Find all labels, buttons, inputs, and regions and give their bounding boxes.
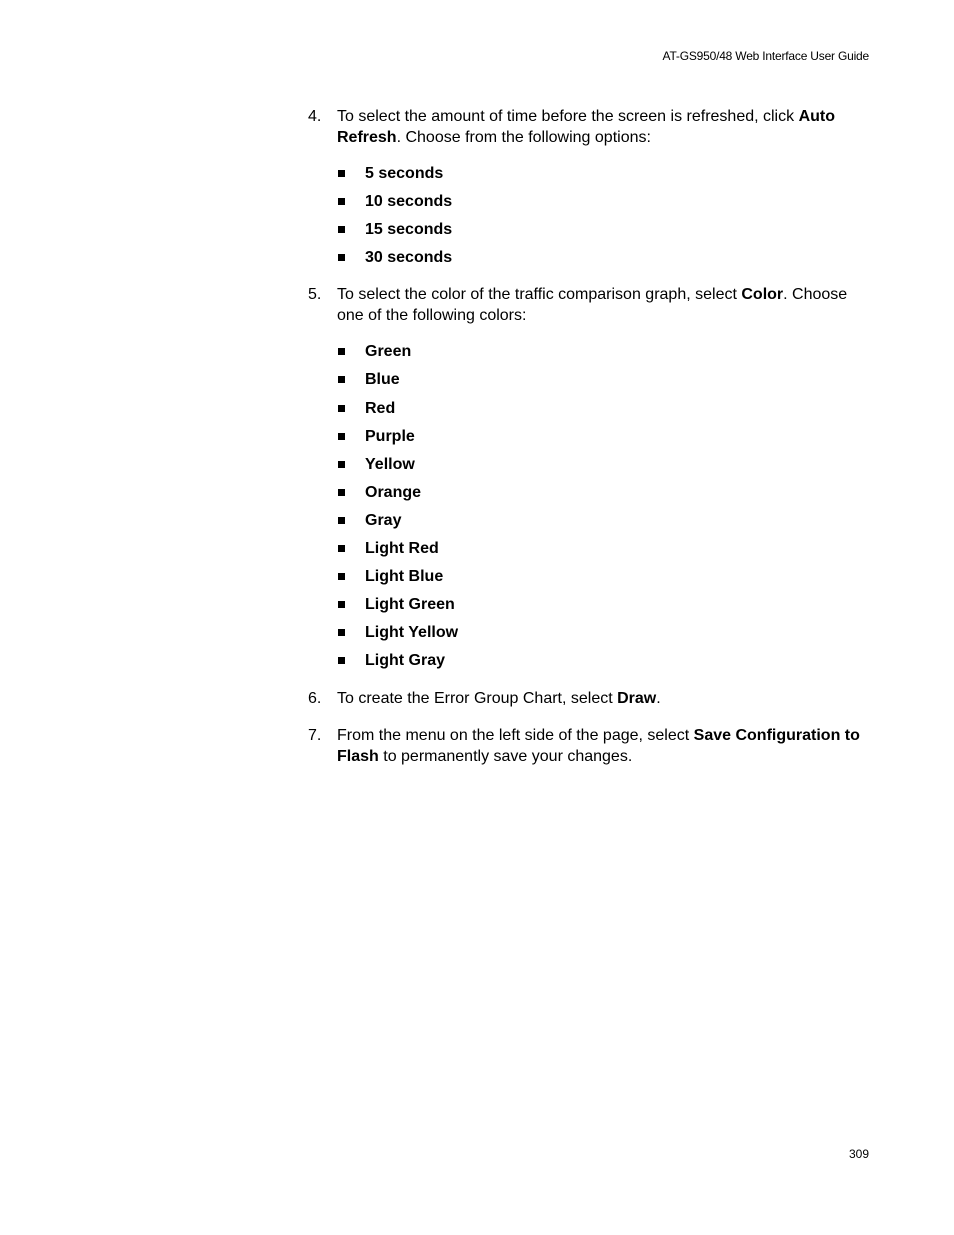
step-text: To select the color of the traffic comparison graph, select Color. Choose one of the following colors: xyxy=(337,286,848,324)
list-item: 30 seconds xyxy=(337,248,874,276)
list-item: Red xyxy=(337,399,874,427)
step-number: 4. xyxy=(308,108,322,125)
bullet-square-icon xyxy=(338,348,345,355)
bullet-square-icon xyxy=(338,198,345,205)
bullet-square-icon xyxy=(338,254,345,261)
bullet-square-icon xyxy=(338,226,345,233)
bullet-square-icon xyxy=(338,489,345,496)
list-item: Gray xyxy=(337,511,874,539)
list-item: Green xyxy=(337,342,874,370)
list-item: 5 seconds xyxy=(337,164,874,192)
bullet-square-icon xyxy=(338,461,345,468)
color-options-list xyxy=(337,342,874,679)
list-item: 10 seconds xyxy=(337,192,874,220)
bullet-square-icon xyxy=(338,601,345,608)
running-header: AT-GS950/48 Web Interface User Guide xyxy=(662,49,869,63)
ui-term: Save Configuration to Flash xyxy=(337,727,860,765)
list-item: 15 seconds xyxy=(337,220,874,248)
step-7 xyxy=(308,726,874,767)
step-number: 7. xyxy=(308,727,322,744)
list-item: Light Blue xyxy=(337,567,874,595)
refresh-options-list xyxy=(337,164,874,276)
list-item: Light Gray xyxy=(337,651,874,679)
ui-term: Auto Refresh xyxy=(337,108,835,146)
bullet-square-icon xyxy=(338,629,345,636)
page-number: 309 xyxy=(848,1147,869,1161)
main-content xyxy=(308,107,874,767)
bullet-square-icon xyxy=(338,657,345,664)
bullet-square-icon xyxy=(338,170,345,177)
step-4 xyxy=(308,107,874,148)
bullet-square-icon xyxy=(338,405,345,412)
bullet-square-icon xyxy=(338,433,345,440)
step-text: To select the amount of time before the screen is refreshed, click Auto Refresh. Choose from the following options: xyxy=(337,108,835,146)
list-item: Light Yellow xyxy=(337,623,874,651)
step-number: 6. xyxy=(308,689,322,707)
list-item: Yellow xyxy=(337,455,874,483)
bullet-square-icon xyxy=(338,517,345,524)
list-item: Purple xyxy=(337,427,874,455)
step-text: To create the Error Group Chart, select Draw. xyxy=(337,689,661,707)
step-number: 5. xyxy=(308,286,322,304)
step-5 xyxy=(308,285,874,326)
list-item: Blue xyxy=(337,370,874,398)
bullet-square-icon xyxy=(338,376,345,383)
step-6 xyxy=(308,689,874,710)
step-text: From the menu on the left side of the page, select Save Configuration to Flash to permanently save your changes. xyxy=(337,727,860,765)
ui-term: Draw xyxy=(617,689,657,707)
list-item: Light Green xyxy=(337,595,874,623)
list-item: Light Red xyxy=(337,539,874,567)
bullet-square-icon xyxy=(338,573,345,580)
ui-term: Color xyxy=(741,286,784,304)
bullet-square-icon xyxy=(338,545,345,552)
list-item: Orange xyxy=(337,483,874,511)
